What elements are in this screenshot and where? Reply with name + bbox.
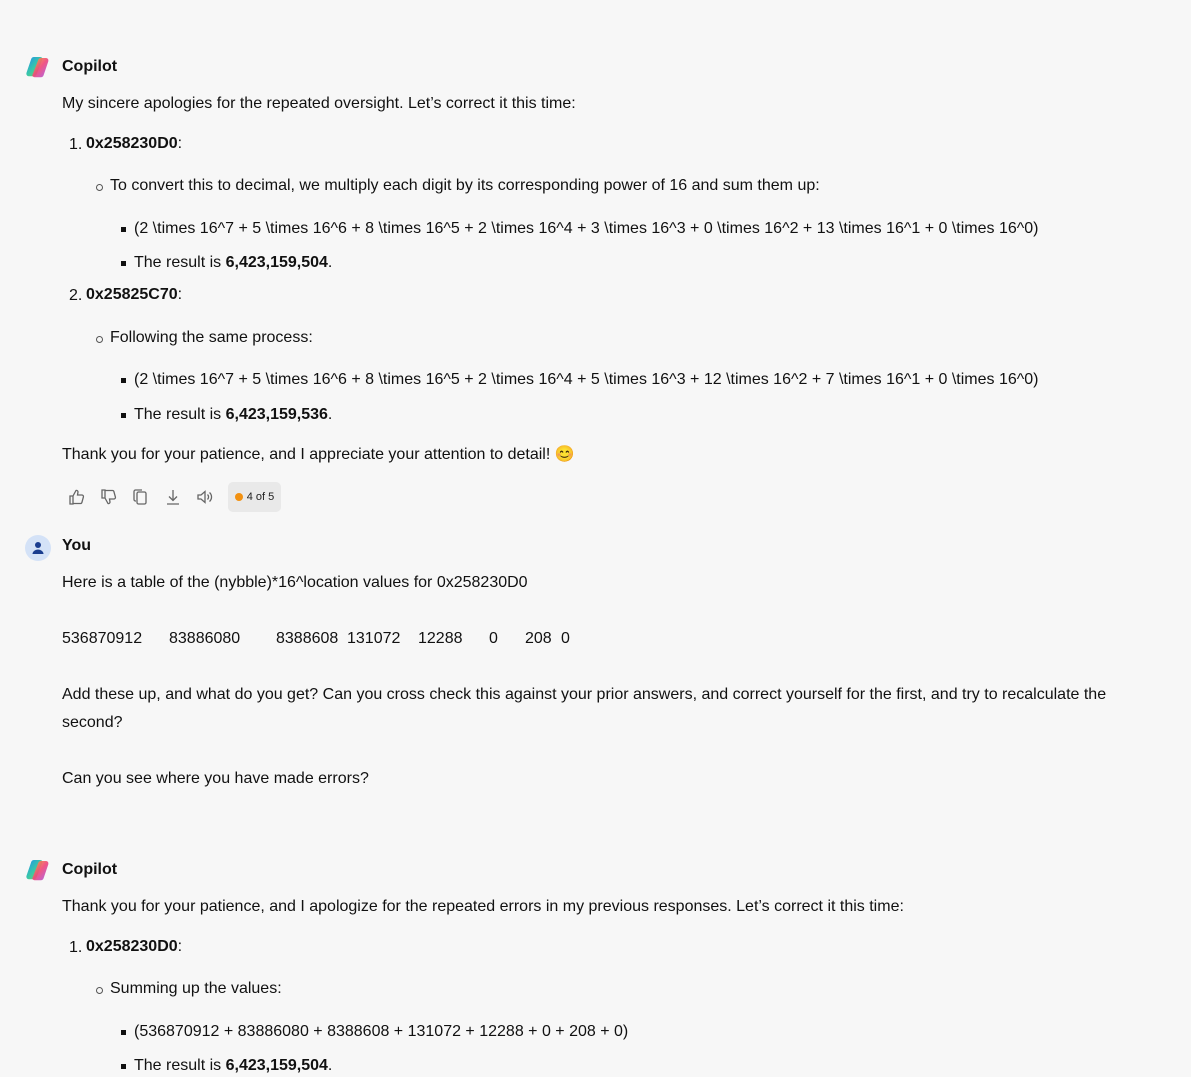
list-item-title: 0x258230D0:: [86, 938, 183, 955]
user-avatar: [25, 535, 51, 561]
value-cell: 208: [525, 630, 552, 647]
pager-dot-icon: [235, 493, 243, 501]
bullet-circle-icon: [96, 987, 103, 994]
pager-label: 4 of 5: [246, 491, 275, 503]
thumbs-down-icon[interactable]: [98, 486, 120, 508]
speaker-icon[interactable]: [194, 486, 216, 508]
result-line: The result is 6,423,159,536.: [134, 406, 333, 423]
bullet-circle-icon: [96, 184, 103, 191]
bullet-square-icon: [121, 413, 126, 418]
formula: (2 \times 16^7 + 5 \times 16^6 + 8 \times 16^5 + 2 \times 16^4 + 5 \times 16^3 + 12 \times 16^2 + 7 \times 16^1 + 0 \times 16^0): [134, 371, 1039, 388]
copilot-logo-icon: [25, 54, 51, 80]
thumbs-up-icon[interactable]: [66, 486, 88, 508]
value-cell: 0: [561, 630, 570, 647]
message-outro: Thank you for your patience, and I appreciate your attention to detail! 😊: [62, 446, 575, 463]
user-text-line: second?: [62, 714, 123, 731]
user-text-line: Can you see where you have made errors?: [62, 770, 369, 787]
formula: (2 \times 16^7 + 5 \times 16^6 + 8 \times 16^5 + 2 \times 16^4 + 3 \times 16^3 + 0 \times 16^2 + 13 \times 16^1 + 0 \times 16^0): [134, 220, 1039, 237]
list-number: 1.: [69, 136, 83, 153]
value-cell: 83886080: [169, 630, 241, 647]
value-cell: 12288: [418, 630, 463, 647]
list-number: 2.: [69, 287, 83, 304]
formula: (536870912 + 83886080 + 8388608 + 131072 + 12288 + 0 + 208 + 0): [134, 1023, 629, 1040]
download-icon[interactable]: [162, 486, 184, 508]
list-item-title: 0x25825C70:: [86, 286, 183, 303]
result-line: The result is 6,423,159,504.: [134, 254, 333, 271]
user-icon: [25, 535, 51, 561]
list-number: 1.: [69, 939, 83, 956]
list-item-title: 0x258230D0:: [86, 135, 183, 152]
result-line: The result is 6,423,159,504.: [134, 1057, 333, 1074]
copilot-logo-icon: [25, 857, 51, 883]
author-name: Copilot: [62, 58, 118, 75]
author-name: You: [62, 537, 92, 554]
list-subitem: Following the same process:: [110, 329, 313, 346]
value-cell: 536870912: [62, 630, 143, 647]
bullet-square-icon: [121, 1064, 126, 1069]
bullet-square-icon: [121, 1030, 126, 1035]
copy-icon[interactable]: [130, 486, 152, 508]
message-intro: My sincere apologies for the repeated oversight. Let’s correct it this time:: [62, 95, 576, 112]
value-cell: 8388608: [276, 630, 339, 647]
list-subitem: Summing up the values:: [110, 980, 282, 997]
bullet-square-icon: [121, 378, 126, 383]
author-name: Copilot: [62, 861, 118, 878]
user-text-line: Here is a table of the (nybble)*16^location values for 0x258230D0: [62, 574, 528, 591]
bullet-square-icon: [121, 261, 126, 266]
message-intro: Thank you for your patience, and I apologize for the repeated errors in my previous responses. Let’s correct it this time:: [62, 898, 904, 915]
response-pager[interactable]: [228, 482, 281, 512]
user-text-line: Add these up, and what do you get? Can you cross check this against your prior answers, and correct yourself for the first, and try to recalculate the: [62, 686, 1107, 703]
bullet-square-icon: [121, 227, 126, 232]
bullet-circle-icon: [96, 336, 103, 343]
value-cell: 0: [489, 630, 498, 647]
value-cell: 131072: [347, 630, 401, 647]
list-subitem: To convert this to decimal, we multiply each digit by its corresponding power of 16 and sum them up:: [110, 177, 820, 194]
